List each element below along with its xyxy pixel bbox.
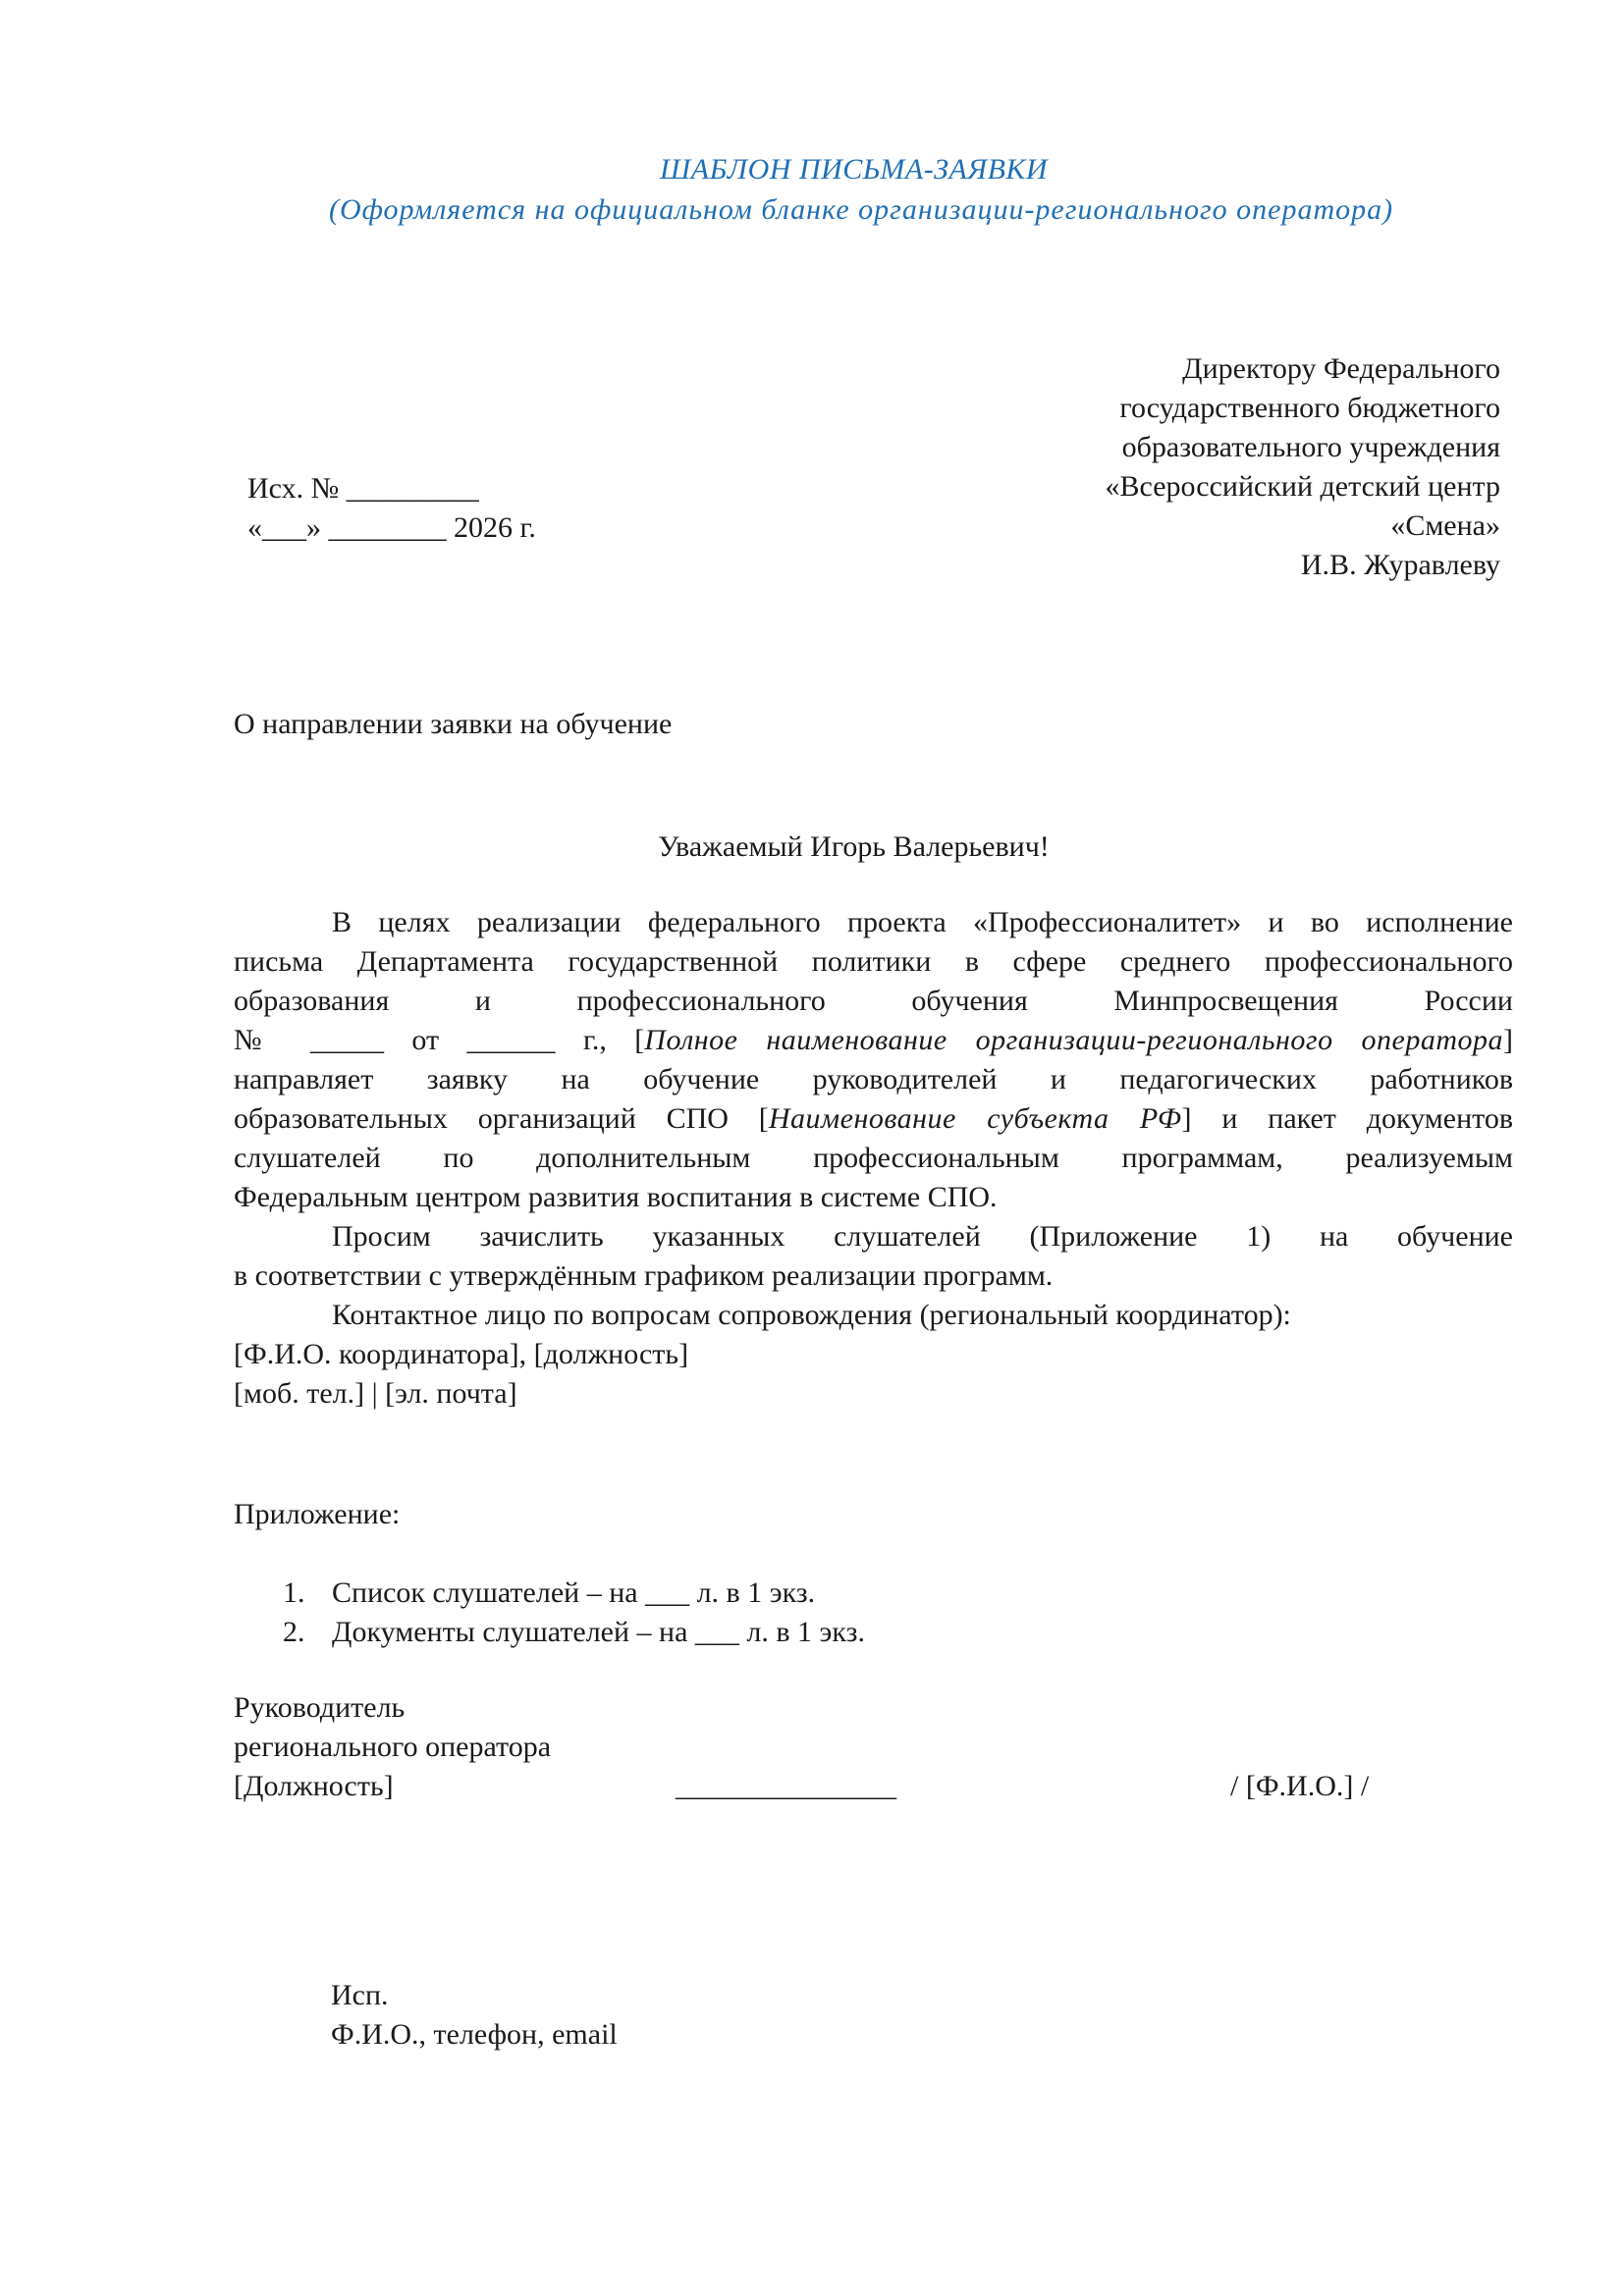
body-text-fragment: № _____ от ______ г., [ — [234, 1024, 645, 1056]
body-line: направляет заявку на обучение руководителей и педагогических работников — [234, 1063, 1513, 1095]
addressee-line: государственного бюджетного — [1119, 392, 1500, 424]
template-title: ШАБЛОН ПИСЬМА-ЗАЯВКИ — [659, 153, 1048, 186]
template-subtitle: (Оформляется на официальном бланке организации-регионального оператора) — [329, 193, 1394, 226]
operator-name-placeholder: Полное наименование организации-регионального оператора — [644, 1024, 1503, 1056]
signature-title-line2: регионального оператора — [234, 1731, 552, 1763]
body-text-fragment: ] — [1503, 1024, 1513, 1056]
body-line: слушателей по дополнительным профессиональным программам, реализуемым — [234, 1142, 1513, 1174]
signature-position: [Должность] — [234, 1770, 394, 1802]
appendix-item-number: 1. — [283, 1576, 305, 1609]
signature-name: / [Ф.И.О.] / — [1230, 1770, 1370, 1802]
appendix-item — [283, 1574, 815, 1613]
letter-body — [234, 903, 1513, 1414]
addressee-block — [1106, 349, 1500, 585]
body-line: Федеральным центром развития воспитания в системе СПО. — [234, 1181, 998, 1213]
outgoing-date: «___» ________ 2026 г. — [247, 511, 536, 544]
body-line: Просим зачислить указанных слушателей (Приложение 1) на обучение — [332, 1220, 1513, 1253]
appendix-label: Приложение: — [234, 1498, 401, 1530]
greeting: Уважаемый Игорь Валерьевич! — [658, 830, 1050, 863]
addressee-line: «Всероссийский детский центр — [1105, 470, 1500, 503]
body-line: Контактное лицо по вопросам сопровождения (региональный координатор): — [332, 1299, 1291, 1331]
addressee-line: «Смена» — [1390, 509, 1500, 542]
executor-contacts: Ф.И.О., телефон, email — [331, 2018, 618, 2051]
appendix-item-text: Документы слушателей – на ___ л. в 1 экз. — [332, 1616, 865, 1648]
body-line: письма Департамента государственной политики в сфере среднего профессионального — [234, 945, 1513, 978]
body-text-fragment: ] и пакет документов — [1181, 1102, 1513, 1135]
coordinator-contacts: [моб. тел.] | [эл. почта] — [234, 1377, 517, 1410]
body-line: В целях реализации федерального проекта «Профессионалитет» и во исполнение — [332, 906, 1513, 938]
addressee-line: образовательного учреждения — [1121, 431, 1500, 463]
appendix-item-text: Список слушателей – на ___ л. в 1 экз. — [332, 1576, 816, 1609]
body-text-fragment: образовательных организаций СПО [ — [234, 1102, 769, 1135]
body-line — [234, 1021, 1513, 1060]
coordinator-name: [Ф.И.О. координатора], [должность] — [234, 1338, 689, 1370]
signature-blank: _______________ — [676, 1770, 896, 1802]
letter-subject: О направлении заявки на обучение — [234, 708, 673, 740]
appendix-item — [283, 1613, 865, 1652]
addressee-line: Директору Федерального — [1182, 352, 1500, 385]
executor-label: Исп. — [331, 1979, 389, 2011]
body-line: образования и профессионального обучения Минпросвещения России — [234, 985, 1513, 1017]
body-line — [234, 1099, 1513, 1139]
signature-title-line1: Руководитель — [234, 1691, 406, 1724]
appendix-item-number: 2. — [283, 1616, 305, 1648]
outgoing-number: Исх. № _________ — [247, 472, 479, 505]
body-line: в соответствии с утверждённым графиком реализации программ. — [234, 1259, 1054, 1292]
region-name-placeholder: Наименование субъекта РФ — [768, 1102, 1182, 1135]
addressee-name: И.В. Журавлеву — [1300, 549, 1500, 581]
